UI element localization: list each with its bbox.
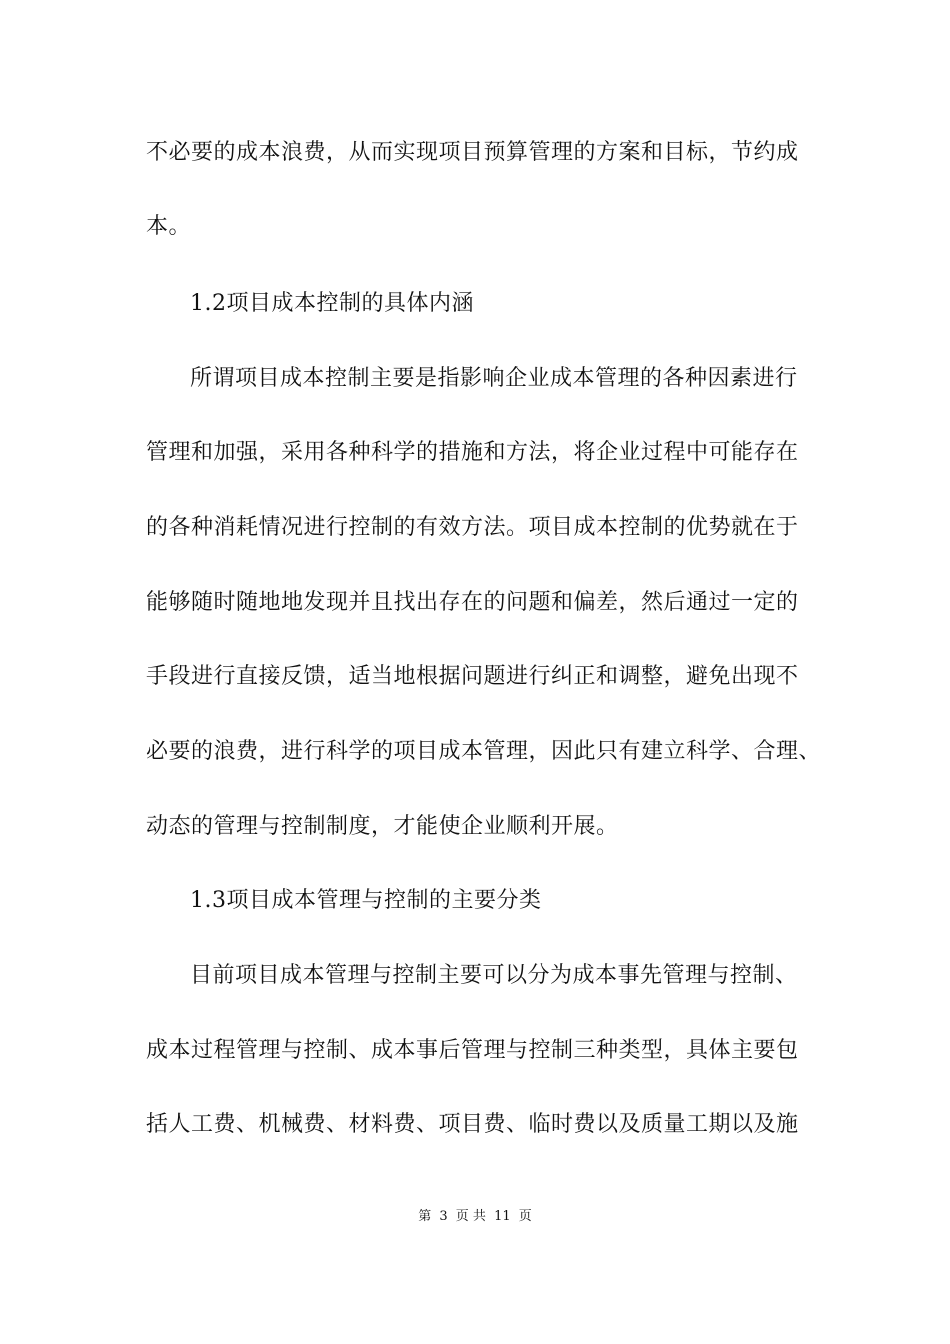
text-line: 本。 xyxy=(146,214,192,239)
text-line: 管理和加强，采用各种科学的措施和方法，将企业过程中可能存在 xyxy=(146,440,799,465)
text-line: 动态的管理与控制制度，才能使企业顺利开展。 xyxy=(146,814,619,839)
page-footer xyxy=(0,1208,950,1226)
text-line: 目前项目成本管理与控制主要可以分为成本事先管理与控制、 xyxy=(190,963,798,988)
footer-prefix: 第 xyxy=(418,1209,432,1224)
footer-current-page: 3 xyxy=(439,1209,448,1224)
section-heading-1-2: 1.2项目成本控制的具体内涵 xyxy=(190,291,474,316)
text-line: 必要的浪费，进行科学的项目成本管理，因此只有建立科学、合理、 xyxy=(146,739,822,764)
text-line: 括人工费、机械费、材料费、项目费、临时费以及质量工期以及施 xyxy=(146,1112,799,1137)
footer-total-pages: 11 xyxy=(494,1209,511,1224)
text-line: 能够随时随地地发现并且找出存在的问题和偏差，然后通过一定的 xyxy=(146,590,799,615)
text-line: 所谓项目成本控制主要是指影响企业成本管理的各种因素进行 xyxy=(190,366,798,391)
section-heading-1-3: 1.3项目成本管理与控制的主要分类 xyxy=(190,888,542,913)
text-line: 手段进行直接反馈，适当地根据问题进行纠正和调整，避免出现不 xyxy=(146,664,799,689)
text-line: 不必要的成本浪费，从而实现项目预算管理的方案和目标，节约成 xyxy=(146,140,799,165)
text-line: 的各种消耗情况进行控制的有效方法。项目成本控制的优势就在于 xyxy=(146,515,799,540)
footer-middle: 页 共 xyxy=(455,1209,486,1224)
footer-suffix: 页 xyxy=(518,1209,532,1224)
text-line: 成本过程管理与控制、成本事后管理与控制三种类型，具体主要包 xyxy=(146,1038,799,1063)
